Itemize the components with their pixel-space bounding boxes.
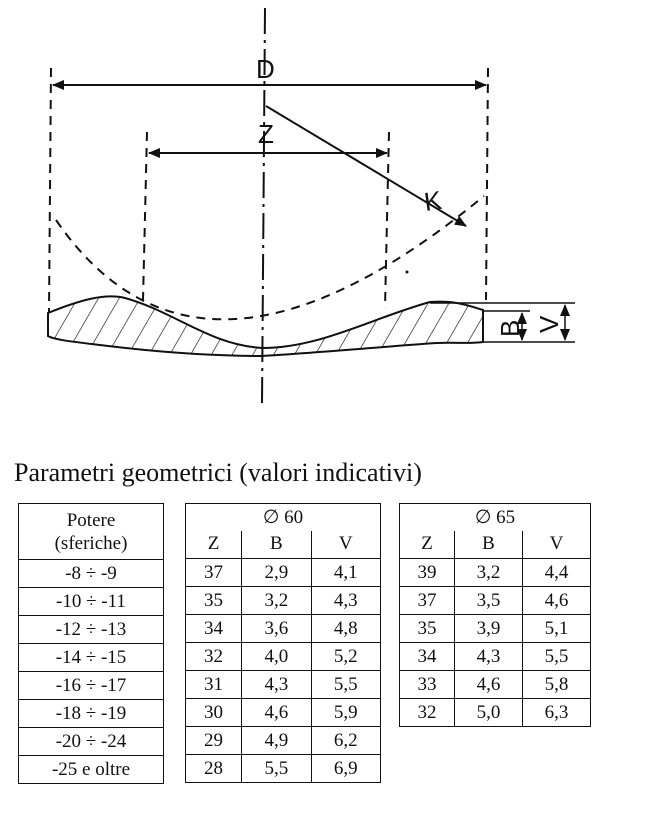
z-label: Z xyxy=(258,119,274,149)
diameter-65-column-header-row xyxy=(400,531,591,559)
potere-cell: -8 ÷ -9 xyxy=(19,560,164,588)
v-cell: 5,9 xyxy=(311,699,380,727)
table-row xyxy=(186,727,381,755)
table-row xyxy=(19,644,164,672)
v-cell: 5,1 xyxy=(522,615,590,643)
table-row xyxy=(19,700,164,728)
b-cell: 5,5 xyxy=(242,755,311,783)
table-row xyxy=(186,587,381,615)
table-row xyxy=(400,699,591,727)
d-right-extension-line xyxy=(486,68,488,300)
z-cell: 32 xyxy=(400,699,455,727)
b-cell: 5,0 xyxy=(454,699,522,727)
diameter-65-title-row xyxy=(400,504,591,531)
b-label: B xyxy=(495,319,525,337)
z-cell: 30 xyxy=(186,699,242,727)
b-cell: 3,6 xyxy=(242,615,311,643)
table-row xyxy=(186,559,381,587)
v-cell: 4,1 xyxy=(311,559,380,587)
b-cell: 4,0 xyxy=(242,643,311,671)
d-label: D xyxy=(256,54,275,84)
z-cell: 35 xyxy=(186,587,242,615)
b-cell: 3,5 xyxy=(454,587,522,615)
table-row xyxy=(186,615,381,643)
lens-cross-section xyxy=(48,296,483,356)
diameter-60-column-header-row xyxy=(186,531,381,559)
potere-header-line2: (sferiche) xyxy=(54,532,128,554)
table-row xyxy=(400,643,591,671)
b-cell: 3,9 xyxy=(454,615,522,643)
v-cell: 6,9 xyxy=(311,755,380,783)
v-label: V xyxy=(534,315,564,333)
table-row xyxy=(186,643,381,671)
potere-table xyxy=(18,503,164,784)
table-row xyxy=(400,559,591,587)
b-cell: 4,9 xyxy=(242,727,311,755)
b-cell: 4,6 xyxy=(242,699,311,727)
table-row xyxy=(19,560,164,588)
v-cell: 5,5 xyxy=(522,643,590,671)
b-cell: 4,3 xyxy=(242,671,311,699)
v-cell: 5,2 xyxy=(311,643,380,671)
table-row xyxy=(19,728,164,756)
v-cell: 4,6 xyxy=(522,587,590,615)
z-left-extension-line xyxy=(143,132,147,300)
table-row xyxy=(19,588,164,616)
table-row xyxy=(19,756,164,784)
z-cell: 39 xyxy=(400,559,455,587)
b-cell: 2,9 xyxy=(242,559,311,587)
column-header-z: Z xyxy=(400,531,455,559)
z-cell: 34 xyxy=(186,615,242,643)
table-row xyxy=(186,755,381,783)
potere-cell: -12 ÷ -13 xyxy=(19,616,164,644)
v-cell: 5,5 xyxy=(311,671,380,699)
potere-cell: -16 ÷ -17 xyxy=(19,672,164,700)
potere-header-row xyxy=(19,504,164,560)
z-cell: 34 xyxy=(400,643,455,671)
column-header-z: Z xyxy=(186,531,242,559)
diameter-60-title-row xyxy=(186,504,381,531)
v-cell: 4,4 xyxy=(522,559,590,587)
column-header-b: B xyxy=(242,531,311,559)
z-cell: 33 xyxy=(400,671,455,699)
diameter-65-table xyxy=(399,503,591,727)
stray-dot xyxy=(406,271,409,274)
potere-header-line1: Potere xyxy=(66,509,116,531)
z-cell: 35 xyxy=(400,615,455,643)
diameter-60-title: ∅ 60 xyxy=(186,504,381,531)
v-cell: 6,2 xyxy=(311,727,380,755)
potere-cell: -20 ÷ -24 xyxy=(19,728,164,756)
z-cell: 31 xyxy=(186,671,242,699)
z-cell: 37 xyxy=(400,587,455,615)
b-cell: 4,6 xyxy=(454,671,522,699)
z-cell: 28 xyxy=(186,755,242,783)
b-cell: 3,2 xyxy=(242,587,311,615)
v-cell: 4,3 xyxy=(311,587,380,615)
table-row xyxy=(400,587,591,615)
v-cell: 6,3 xyxy=(522,699,590,727)
b-cell: 4,3 xyxy=(454,643,522,671)
potere-cell: -25 e oltre xyxy=(19,756,164,784)
table-row xyxy=(186,671,381,699)
z-right-extension-line xyxy=(385,132,389,308)
table-row xyxy=(400,615,591,643)
table-row xyxy=(19,672,164,700)
potere-cell: -18 ÷ -19 xyxy=(19,700,164,728)
table-row xyxy=(400,671,591,699)
diameter-65-title: ∅ 65 xyxy=(400,504,591,531)
diameter-60-table xyxy=(185,503,381,783)
section-heading: Parametri geometrici (valori indicativi) xyxy=(14,458,422,487)
v-cell: 4,8 xyxy=(311,615,380,643)
k-label: K xyxy=(422,184,444,217)
table-row xyxy=(186,699,381,727)
z-cell: 29 xyxy=(186,727,242,755)
potere-cell: -10 ÷ -11 xyxy=(19,588,164,616)
d-left-extension-line xyxy=(49,68,51,312)
table-row xyxy=(19,616,164,644)
z-cell: 37 xyxy=(186,559,242,587)
potere-cell: -14 ÷ -15 xyxy=(19,644,164,672)
column-header-v: V xyxy=(311,531,380,559)
column-header-b: B xyxy=(454,531,522,559)
b-cell: 3,2 xyxy=(454,559,522,587)
potere-header xyxy=(19,504,164,560)
column-header-v: V xyxy=(522,531,590,559)
z-cell: 32 xyxy=(186,643,242,671)
v-cell: 5,8 xyxy=(522,671,590,699)
